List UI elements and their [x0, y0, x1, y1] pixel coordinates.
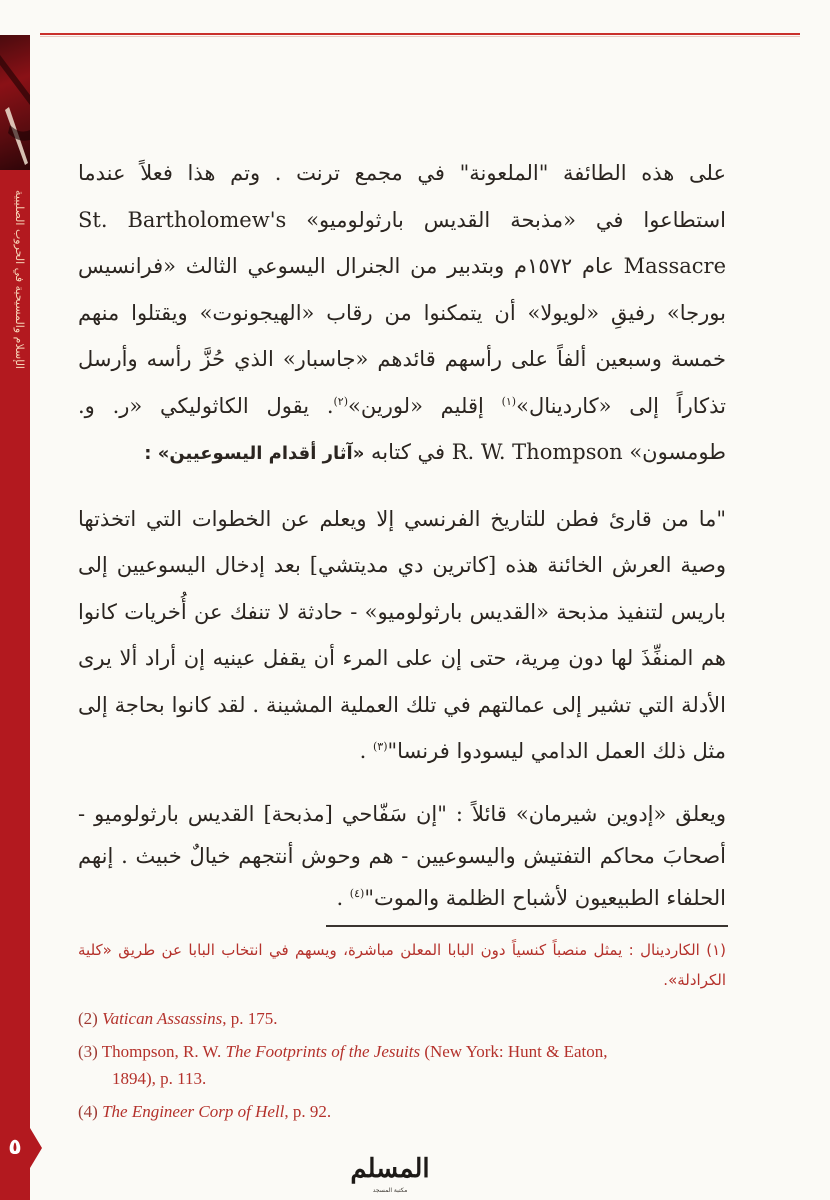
publisher-logo: المسلم — [350, 1154, 430, 1184]
footnote-ref-3: (٣) — [373, 740, 388, 753]
side-photo — [0, 35, 30, 170]
english-term-massacre: St. Bartholomew's Massacre — [78, 207, 726, 278]
running-title: الإسلام والمسيحية في الحروب الصليبية — [13, 190, 26, 369]
footnotes — [78, 935, 726, 1131]
header-rule — [40, 33, 800, 35]
footnote-1: (١) الكاردينال : يمثل منصباً كنسياً دون البابا المعلن مباشرة، ويسهم في انتخاب البابا عن طريق «كلية الكرادلة». — [78, 941, 726, 989]
english-term-author: R. W. Thompson — [451, 440, 623, 464]
paragraph-comment: ويعلق «إدوين شيرمان» قائلاً : "إن سَفّاحي [مذبحة] القديس بارثولوميو - أصحابَ محاكم التفتيش واليسوعيين - هم وحوش أنتجهم خيالٌ خبيث . إنهم الحلفاء الطبيعيون لأشباح الظلمة والموت"$^{(٤)}$ . — [78, 801, 726, 910]
footnote-ref-2: (٢) — [333, 394, 349, 408]
body-text — [78, 150, 726, 919]
footnote-4: (4) The Engineer Corp of Hell, p. 92. — [78, 1102, 332, 1121]
paragraph-quote: "ما من قارئ فطن للتاريخ الفرنسي إلا ويعلم عن الخطوات التي اتخذتها وصية العرش الخائنة هذه [كاترين دي مديتشي] بعد إدخال اليسوعيين إلى باريس لتنفيذ مذبحة «القديس بارثولوميو» - حادثة لا تنفك عن أُخريات كانوا هم المنفِّذَ لها دون مِرية، حتى إن على المرء أن يقفل عينيه إن أراد ألا يرى الأدلة التي تشير إلى عمالتهم في تلك العملية المشينة . لقد كانوا بحاجة إلى مثل ذلك العمل الدامي ليسودوا فرنسا"$^{(٣)}$ . — [78, 506, 726, 763]
page-number-tab — [30, 1128, 42, 1168]
page-number: ٥ — [8, 1135, 22, 1160]
paragraph-1: على هذه الطائفة "الملعونة" في مجمع ترنت . وتم هذا فعلاً عندما استطاعوا في «مذبحة القديس بارثولوميو» St. Bartholomew's Massacre عام ١٥٧٢م وبتدبير من الجنرال اليسوعي الثالث «فرانسيس بورجا» رفيقِ «لويولا» أن يتمكنوا من رقاب «الهيجونوت» ويقتلوا منهم خمسة وسبعين ألفاً على رأسهم قائدهم «جاسبار» الذي حُزَّ رأسه وأرسل تذكاراً إلى «كاردينال»$^{(١)}$ إقليم «لورين»$^{(٢)}$. يقول الكاثوليكي «ر. و. طومسون» R. W. Thompson في كتابه «آثار أقدام اليسوعيين» : — [78, 161, 726, 464]
book-title: «آثار أقدام اليسوعيين» : — [144, 443, 365, 464]
footnote-ref-1: (١) — [501, 394, 517, 408]
publisher-logo-subtitle: مكتبة المسجد — [372, 1187, 408, 1194]
footnote-2: (2) Vatican Assassins, p. 175. — [78, 1009, 278, 1028]
header-rule-shadow — [40, 36, 800, 37]
footnote-rule — [326, 925, 728, 927]
footnote-3: (3) Thompson, R. W. The Footprints of the Jesuits (New York: Hunt & Eaton, 1894), p. 113. — [78, 1042, 608, 1088]
footnote-ref-4: (٤) — [349, 886, 365, 900]
